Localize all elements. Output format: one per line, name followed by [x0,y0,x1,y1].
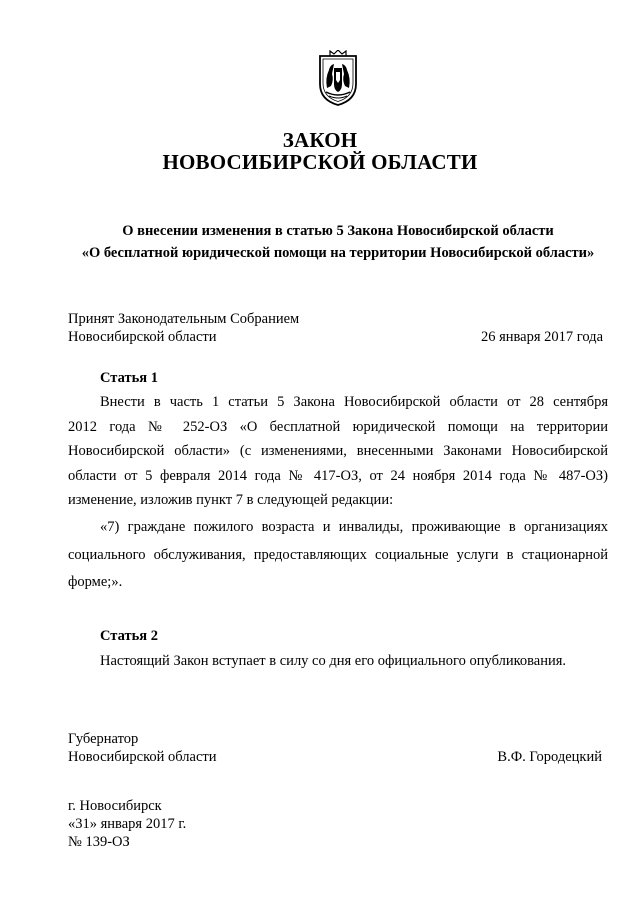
adoption-date: 26 января 2017 года [480,329,603,345]
signatory-name: В.Ф. Городецкий [497,749,602,765]
article-1-quote-line: социального обслуживания, предоставляющих социальные услуги в стационарной [68,547,608,563]
article-2-text: Настоящий Закон вступает в силу со дня его официального опубликования. [100,653,567,669]
article-1-quote-line: «7) граждане пожилого возраста и инвалиды, проживающие в организациях [100,519,608,535]
law-region-title: НОВОСИБИРСКОЙ ОБЛАСТИ [162,150,478,174]
law-subject-line-1: О внесении изменения в статью 5 Закона Новосибирской области [122,223,554,239]
article-1-line: 2012 года № 252-ОЗ «О бесплатной юридической помощи на территории [68,419,608,435]
city: г. Новосибирск [68,798,162,814]
law-number: № 139-ОЗ [68,834,130,850]
article-1-line: области от 5 февраля 2014 года № 417-ОЗ, от 24 ноября 2014 года № 487-ОЗ) [68,468,608,484]
signing-date: «31» января 2017 г. [68,816,187,832]
signatory-position-line-2: Новосибирской области [68,749,217,765]
article-1-line: изменение, изложив пункт 7 в следующей редакции: [68,492,394,508]
coat-of-arms-emblem [316,50,360,106]
article-1-line: Новосибирской области» (с изменениями, внесенными Законами Новосибирской [68,443,608,459]
article-1-heading: Статья 1 [100,370,158,386]
law-subject-line-2: «О бесплатной юридической помощи на территории Новосибирской области» [81,245,595,261]
signatory-position-line-1: Губернатор [68,731,139,747]
adoption-line-2: Новосибирской области [68,329,217,345]
adoption-line-1: Принят Законодательным Собранием [68,311,300,327]
article-2-heading: Статья 2 [100,628,158,644]
law-title: ЗАКОН [282,128,358,152]
article-1-line: Внести в часть 1 статьи 5 Закона Новосибирской области от 28 сентября [100,394,608,410]
article-1-quote-line: форме;». [68,574,123,590]
